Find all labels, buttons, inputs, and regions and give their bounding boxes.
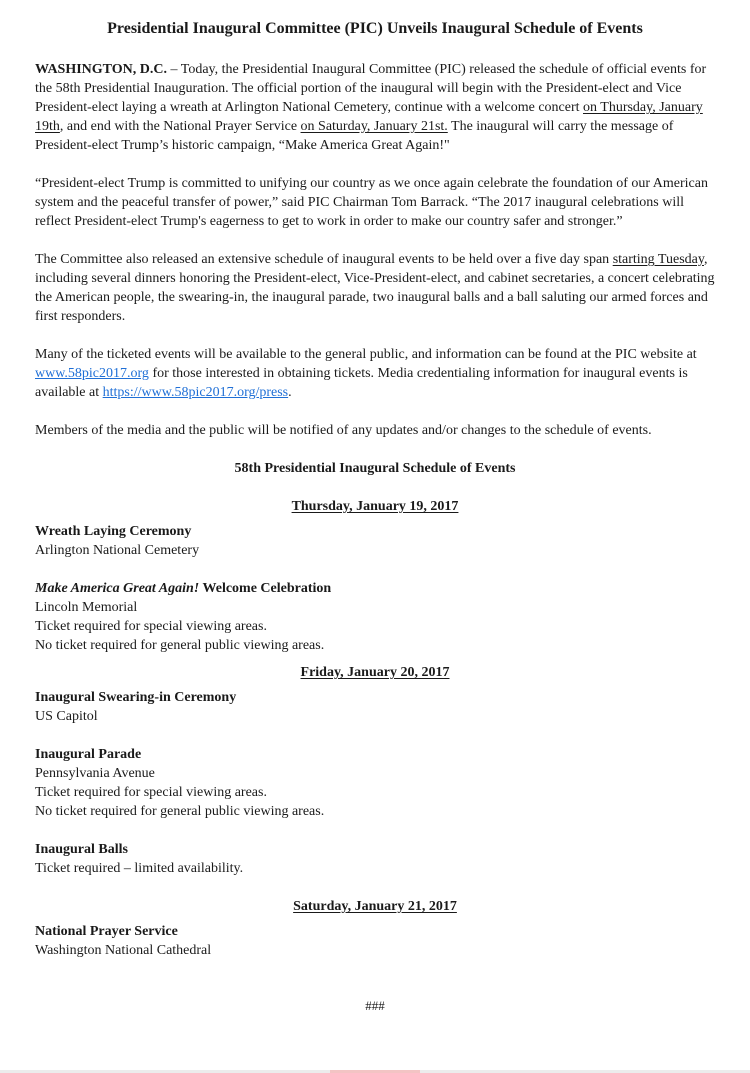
event-detail: Ticket required for special viewing areas.: [35, 785, 267, 800]
intro-text-3: The inaugural will carry the message of President-elect Trump’s historic campaign, “Make America Great Again!": [35, 119, 674, 153]
event-prayer-service: [35, 922, 715, 960]
event-detail: Pennsylvania Avenue: [35, 766, 155, 781]
event-name: Inaugural Balls: [35, 842, 128, 857]
day-friday: [35, 663, 715, 878]
event-name-rest: Welcome Celebration: [199, 581, 332, 596]
press-release: [35, 18, 715, 1015]
event-name: Inaugural Swearing-in Ceremony: [35, 690, 237, 705]
intro-text-2: , and end with the National Prayer Service: [59, 119, 301, 134]
committee-text-1: The Committee also released an extensive schedule of inaugural events to be held over a five day span: [35, 252, 613, 267]
paragraph-intro: [35, 60, 715, 155]
intro-date-saturday: on Saturday, January 21st.: [300, 119, 448, 134]
page-title: Presidential Inaugural Committee (PIC) Unveils Inaugural Schedule of Events: [107, 20, 643, 37]
intro-text-1: – Today, the Presidential Inaugural Committee (PIC) released the schedule of official events for the 58th Presidential Inauguration. The official portion of the inaugural will begin with the President-elect and Vice President-elect laying a wreath at Arlington National Cemetery, continue with a welcome concert: [35, 62, 707, 115]
event-detail: Lincoln Memorial: [35, 600, 138, 615]
event-name: Inaugural Parade: [35, 747, 142, 762]
press-link[interactable]: https://www.58pic2017.org/press: [102, 385, 289, 400]
day-heading: Saturday, January 21, 2017: [293, 899, 457, 914]
event-detail: Ticket required for special viewing areas.: [35, 619, 267, 634]
event-detail: No ticket required for general public viewing areas.: [35, 638, 325, 653]
paragraph-quote: “President-elect Trump is committed to unifying our country as we once again celebrate the foundation of our American system and the peaceful transfer of power,” said PIC Chairman Tom Barrack. “The 2017 inaugural celebrations will reflect President-elect Trump's eagerness to get to work in order to make our country safer and stronger.”: [35, 176, 708, 229]
end-mark: ###: [365, 998, 385, 1013]
day-heading: Thursday, January 19, 2017: [291, 499, 459, 514]
dateline: WASHINGTON, D.C.: [35, 62, 167, 77]
event-wreath-laying: [35, 522, 715, 560]
event-detail: US Capitol: [35, 709, 98, 724]
day-heading: Friday, January 20, 2017: [300, 665, 450, 680]
tickets-text-3: .: [288, 385, 292, 400]
event-name-italic: Make America Great Again!: [35, 581, 200, 596]
paragraph-tickets: [35, 345, 715, 402]
event-balls: [35, 840, 715, 878]
paragraph-committee: [35, 250, 715, 326]
paragraph-updates: Members of the media and the public will be notified of any updates and/or changes to the schedule of events.: [35, 423, 652, 438]
tickets-text-2: for those interested in obtaining tickets. Media credentialing information for inaugural events is available at: [35, 366, 688, 400]
event-name: Wreath Laying Ceremony: [35, 524, 192, 539]
intro-date-thursday: on Thursday, January 19th: [35, 100, 703, 134]
event-parade: [35, 745, 715, 821]
day-saturday: [35, 897, 715, 960]
event-welcome-celebration: [35, 579, 715, 655]
event-name: National Prayer Service: [35, 924, 178, 939]
committee-text-2: , including several dinners honoring the President-elect, Vice-President-elect, and cabinet secretaries, a concert celebrating the American people, the swearing-in, the inaugural parade, two inaugural balls and a ball saluting our armed forces and first responders.: [35, 252, 715, 324]
day-thursday: [35, 497, 715, 655]
event-detail: Washington National Cathedral: [35, 943, 212, 958]
event-detail: No ticket required for general public viewing areas.: [35, 804, 325, 819]
tickets-text-1: Many of the ticketed events will be available to the general public, and information can be found at the PIC website at: [35, 347, 697, 362]
website-link[interactable]: www.58pic2017.org: [35, 366, 149, 381]
starting-tuesday: starting Tuesday: [612, 252, 704, 267]
event-name: [35, 579, 715, 598]
schedule-title: 58th Presidential Inaugural Schedule of Events: [234, 461, 516, 476]
event-swearing-in: [35, 688, 715, 726]
event-detail: Ticket required – limited availability.: [35, 861, 244, 876]
event-detail: Arlington National Cemetery: [35, 543, 200, 558]
